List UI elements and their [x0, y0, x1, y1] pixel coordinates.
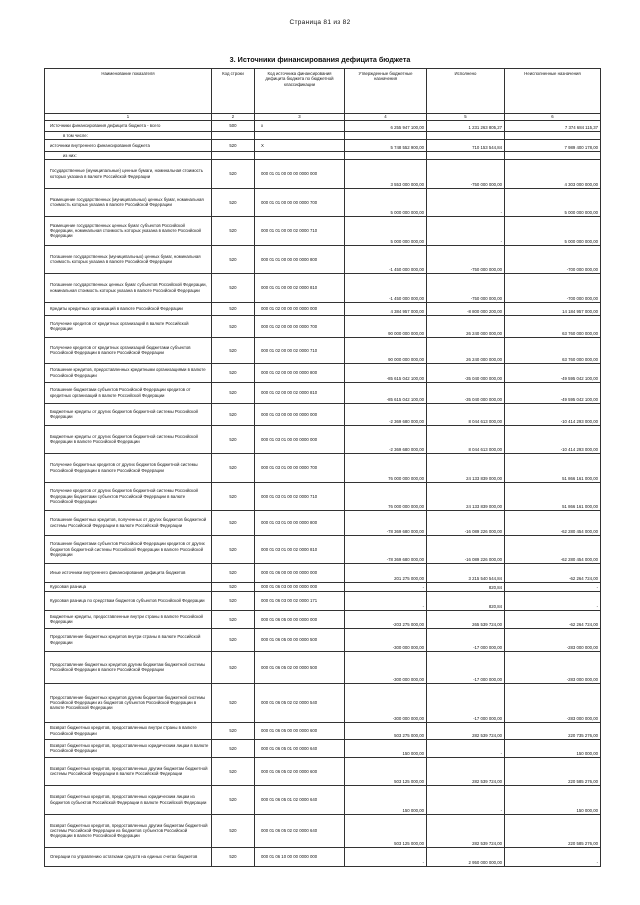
row-kbk-code: 000 01 06 05 02 02 0000 640 [255, 814, 345, 848]
row-unexecuted-amount: -10 414 293 000,00 [505, 425, 601, 454]
row-approved-amount: 4 384 957 000,00 [345, 302, 427, 316]
row-unexecuted-amount: 220 735 276,00 [505, 722, 601, 740]
row-code: 520 [212, 740, 255, 758]
row-executed-amount: 265 539 724,00 [427, 610, 505, 629]
row-name: Источники финансирования дефицита бюджета - всего [45, 121, 212, 132]
table-row [45, 482, 601, 511]
row-kbk-code: 000 01 03 01 00 00 0000 800 [255, 511, 345, 536]
row-kbk-code: 000 01 01 00 00 00 0000 700 [255, 188, 345, 217]
row-code [212, 151, 255, 160]
row-executed-amount: -35 040 000 000,00 [427, 382, 505, 404]
row-approved-amount: 150 000,00 [345, 786, 427, 815]
column-header: Наименование показателя [45, 69, 212, 114]
table-row [45, 131, 601, 140]
row-kbk-code: 000 01 06 00 00 00 0000 000 [255, 564, 345, 583]
column-header: Код источника финансирования дефицита бюджета по бюджетной классификации [255, 69, 345, 114]
table-body [45, 121, 601, 867]
row-kbk-code: 000 01 06 05 01 00 0000 640 [255, 740, 345, 758]
row-unexecuted-amount: - [505, 582, 601, 592]
row-code: 520 [212, 337, 255, 364]
row-kbk-code: х [255, 121, 345, 132]
column-number-row [45, 114, 601, 121]
row-name: источники внутреннего финансирования бюджета [45, 140, 212, 152]
row-kbk-code: 000 01 06 05 00 00 0000 600 [255, 722, 345, 740]
row-kbk-code: 000 01 02 00 00 02 0000 810 [255, 382, 345, 404]
row-code: 520 [212, 274, 255, 303]
row-code [212, 131, 255, 140]
table-row [45, 722, 601, 740]
row-code: 520 [212, 217, 255, 246]
row-kbk-code: 000 01 06 05 02 00 0000 500 [255, 651, 345, 684]
row-unexecuted-amount: -10 414 293 000,00 [505, 404, 601, 426]
row-approved-amount: 503 275 000,00 [345, 722, 427, 740]
table-row [45, 274, 601, 303]
row-executed-amount: -35 040 000 000,00 [427, 364, 505, 383]
row-unexecuted-amount: 63 760 000 000,00 [505, 337, 601, 364]
page-number: Страница 81 из 82 [289, 19, 351, 26]
row-name: Предоставление бюджетных кредитов другим бюджетам бюджетной системы Российской Федерации в валюте Российской Федерации [45, 651, 212, 684]
row-code: 520 [212, 140, 255, 152]
row-code: 520 [212, 316, 255, 338]
row-approved-amount: -203 275 000,00 [345, 610, 427, 629]
row-name: Погашение государственных ценных бумаг субъектов Российской Федерации, номинальная стоимость которых указана в валюте Российской Федерации [45, 274, 212, 303]
row-name: Размещение государственных ценных бумаг субъектов Российской Федерации, номинальная стоимость которых указана в валюте Российской Федерации [45, 217, 212, 246]
row-approved-amount: 503 125 000,00 [345, 757, 427, 786]
row-name: Возврат бюджетных кредитов, предоставленных другим бюджетам бюджетной системы Российской Федерации в валюте Российской Федерации [45, 757, 212, 786]
row-executed-amount: -17 000 000,00 [427, 629, 505, 652]
table-row [45, 757, 601, 786]
row-unexecuted-amount: 5 000 000 000,00 [505, 217, 601, 246]
row-executed-amount: 820,84 [427, 592, 505, 611]
row-name: Бюджетные кредиты от других бюджетов бюджетной системы Российской Федерации в валюте Российской Федерации [45, 425, 212, 454]
row-executed-amount: 8 044 613 000,00 [427, 425, 505, 454]
row-unexecuted-amount: -62 280 454 000,00 [505, 535, 601, 564]
row-name: Погашение государственных (муниципальных) ценных бумаг, номинальная стоимость которых указана в валюте Российской Федерации [45, 245, 212, 274]
row-code: 520 [212, 757, 255, 786]
row-code: 520 [212, 651, 255, 684]
table-row [45, 740, 601, 758]
row-unexecuted-amount: -283 000 000,00 [505, 651, 601, 684]
table-row [45, 511, 601, 536]
row-kbk-code: 000 01 06 05 02 00 0000 600 [255, 757, 345, 786]
row-name: Погашение кредитов, предоставленных кредитными организациями в валюте Российской Федерации [45, 364, 212, 383]
column-number: 3 [255, 114, 345, 121]
row-executed-amount: -750 000 000,00 [427, 245, 505, 274]
row-kbk-code: 000 01 03 01 00 00 0000 700 [255, 454, 345, 483]
row-name: в том числе: [45, 131, 212, 140]
column-number: 4 [345, 114, 427, 121]
row-approved-amount: -78 369 680 000,00 [345, 535, 427, 564]
row-executed-amount: 282 539 724,00 [427, 722, 505, 740]
row-approved-amount: 5 000 000 000,00 [345, 188, 427, 217]
row-kbk-code: 000 01 02 00 00 00 0000 700 [255, 316, 345, 338]
row-approved-amount: -2 369 680 000,00 [345, 404, 427, 426]
row-name: Погашение бюджетами субъектов Российской Федерации кредитов от кредитных организаций в валюте Российской Федерации [45, 382, 212, 404]
row-unexecuted-amount: 7 989 400 178,00 [505, 140, 601, 152]
row-executed-amount: -8 800 000 200,00 [427, 302, 505, 316]
table-row [45, 121, 601, 132]
row-executed-amount: - [427, 740, 505, 758]
row-executed-amount: 26 240 000 000,00 [427, 337, 505, 364]
row-code: 520 [212, 425, 255, 454]
row-executed-amount: - [427, 786, 505, 815]
row-code: 520 [212, 592, 255, 611]
row-unexecuted-amount: -62 264 724,00 [505, 564, 601, 583]
table-row [45, 404, 601, 426]
row-approved-amount: -2 369 680 000,00 [345, 425, 427, 454]
column-header: Утвержденные бюджетные назначения [345, 69, 427, 114]
row-name: Бюджетные кредиты от других бюджетов бюджетной системы Российской Федерации [45, 404, 212, 426]
row-unexecuted-amount: 63 760 000 000,00 [505, 316, 601, 338]
row-unexecuted-amount: -62 280 454 000,00 [505, 511, 601, 536]
row-kbk-code: 000 01 01 00 00 02 0000 810 [255, 274, 345, 303]
table-row [45, 651, 601, 684]
row-executed-amount: 282 539 724,00 [427, 757, 505, 786]
row-executed-amount: -16 089 226 000,00 [427, 511, 505, 536]
row-approved-amount [345, 151, 427, 160]
row-executed-amount [427, 151, 505, 160]
column-header: Исполнено [427, 69, 505, 114]
row-code: 520 [212, 582, 255, 592]
row-unexecuted-amount: -49 595 042 100,00 [505, 364, 601, 383]
table-row [45, 217, 601, 246]
row-kbk-code: 000 01 03 01 00 00 0000 000 [255, 425, 345, 454]
row-unexecuted-amount: -700 000 000,00 [505, 245, 601, 274]
table-row [45, 535, 601, 564]
row-code: 520 [212, 564, 255, 583]
table-row [45, 382, 601, 404]
table-header-row [45, 69, 601, 114]
row-approved-amount [345, 131, 427, 140]
row-approved-amount: 6 255 947 100,00 [345, 121, 427, 132]
row-approved-amount: 503 125 000,00 [345, 814, 427, 848]
row-approved-amount: 5 748 552 900,00 [345, 140, 427, 152]
row-approved-amount: -1 450 000 000,00 [345, 274, 427, 303]
table-row [45, 160, 601, 189]
row-unexecuted-amount: - [505, 848, 601, 867]
row-code: 520 [212, 786, 255, 815]
row-name: Курсовая разница [45, 582, 212, 592]
row-approved-amount: -300 000 000,00 [345, 684, 427, 723]
row-kbk-code: 000 01 01 00 00 00 0000 800 [255, 245, 345, 274]
row-approved-amount: 90 000 000 000,00 [345, 316, 427, 338]
table-row [45, 610, 601, 629]
row-unexecuted-amount: 150 000,00 [505, 786, 601, 815]
column-number: 2 [212, 114, 255, 121]
row-kbk-code: 000 01 03 00 00 00 0000 000 [255, 404, 345, 426]
row-name: Получение кредитов от кредитных организаций в валюте Российской Федерации [45, 316, 212, 338]
row-code: 520 [212, 814, 255, 848]
row-code: 520 [212, 364, 255, 383]
row-unexecuted-amount: -62 264 724,00 [505, 610, 601, 629]
row-approved-amount: 76 000 000 000,00 [345, 482, 427, 511]
column-number: 1 [45, 114, 212, 121]
row-unexecuted-amount: 4 303 000 000,00 [505, 160, 601, 189]
column-header: Код строки [212, 69, 255, 114]
table-row [45, 684, 601, 723]
row-name: Размещение государственных (муниципальных) ценных бумаг, номинальная стоимость которых указана в валюте Российской Федерации [45, 188, 212, 217]
row-unexecuted-amount: 5 000 000 000,00 [505, 188, 601, 217]
row-code: 520 [212, 454, 255, 483]
row-code: 520 [212, 848, 255, 867]
row-executed-amount: -750 000 000,00 [427, 274, 505, 303]
row-unexecuted-amount: 150 000,00 [505, 740, 601, 758]
row-executed-amount: -17 000 000,00 [427, 651, 505, 684]
row-executed-amount: 1 231 263 805,27 [427, 121, 505, 132]
row-executed-amount: -750 000 000,00 [427, 160, 505, 189]
row-approved-amount: -300 000 000,00 [345, 651, 427, 684]
row-code: 520 [212, 302, 255, 316]
row-executed-amount: 3 215 540 544,84 [427, 564, 505, 583]
row-approved-amount: -1 450 000 000,00 [345, 245, 427, 274]
row-kbk-code [255, 131, 345, 140]
row-unexecuted-amount: 220 585 276,00 [505, 757, 601, 786]
row-unexecuted-amount: -49 595 042 100,00 [505, 382, 601, 404]
row-executed-amount: 2 950 000 000,00 [427, 848, 505, 867]
section-title: 3. Источники финансирования дефицита бюджета [229, 55, 411, 64]
row-approved-amount: 5 000 000 000,00 [345, 217, 427, 246]
financing-sources-table [44, 68, 601, 867]
row-kbk-code: 000 01 06 05 00 00 0000 500 [255, 629, 345, 652]
row-kbk-code: 000 01 06 05 00 00 0000 000 [255, 610, 345, 629]
row-unexecuted-amount: -283 000 000,00 [505, 684, 601, 723]
row-name: Получение бюджетных кредитов от других бюджетов бюджетной системы Российской Федерации в валюте Российской Федерации [45, 454, 212, 483]
column-header: Неисполненные назначения [505, 69, 601, 114]
row-kbk-code: 000 01 06 05 01 02 0000 640 [255, 786, 345, 815]
row-kbk-code: 000 01 02 00 00 00 0000 800 [255, 364, 345, 383]
table-row [45, 302, 601, 316]
row-unexecuted-amount [505, 151, 601, 160]
row-approved-amount: 3 553 000 000,00 [345, 160, 427, 189]
row-code: 520 [212, 404, 255, 426]
row-name: Операции по управлению остатками средств на единых счетах бюджетов [45, 848, 212, 867]
row-executed-amount: 24 133 839 000,00 [427, 454, 505, 483]
table-row [45, 425, 601, 454]
table-row [45, 140, 601, 152]
table-row [45, 592, 601, 611]
row-approved-amount: -85 615 042 100,00 [345, 364, 427, 383]
row-name: Курсовая разница по средствам бюджетов субъектов Российской Федерации [45, 592, 212, 611]
row-approved-amount: 201 275 000,00 [345, 564, 427, 583]
table-row [45, 337, 601, 364]
row-name: Возврат бюджетных кредитов, предоставленных внутри страны в валюте Российской Федерации [45, 722, 212, 740]
row-name: Получение кредитов от кредитных организаций бюджетами субъектов Российской Федерации в валюте Российской Федерации [45, 337, 212, 364]
table-row [45, 364, 601, 383]
row-executed-amount: -16 089 226 000,00 [427, 535, 505, 564]
row-executed-amount: 282 539 724,00 [427, 814, 505, 848]
row-unexecuted-amount: -700 000 000,00 [505, 274, 601, 303]
row-name: Государственные (муниципальные) ценные бумаги, номинальная стоимость которых указана в валюте Российской Федерации [45, 160, 212, 189]
row-approved-amount: -85 615 042 100,00 [345, 382, 427, 404]
row-unexecuted-amount: 14 184 957 000,00 [505, 302, 601, 316]
row-code: 520 [212, 684, 255, 723]
row-approved-amount: -300 000 000,00 [345, 629, 427, 652]
row-kbk-code: 000 01 03 01 00 02 0000 810 [255, 535, 345, 564]
row-kbk-code: 000 01 06 05 02 02 0000 540 [255, 684, 345, 723]
row-kbk-code: 000 01 02 00 00 00 0000 000 [255, 302, 345, 316]
row-kbk-code: 000 01 06 03 00 02 0000 171 [255, 592, 345, 611]
row-code: 520 [212, 245, 255, 274]
row-executed-amount [427, 131, 505, 140]
row-executed-amount: -17 000 000,00 [427, 684, 505, 723]
row-name: Предоставление бюджетных кредитов внутри страны в валюте Российской Федерации [45, 629, 212, 652]
table-row [45, 786, 601, 815]
row-unexecuted-amount: 7 374 684 115,37 [505, 121, 601, 132]
table-row [45, 582, 601, 592]
row-approved-amount: - [345, 592, 427, 611]
row-unexecuted-amount [505, 131, 601, 140]
row-unexecuted-amount: -283 000 000,00 [505, 629, 601, 652]
row-approved-amount: 90 000 000 000,00 [345, 337, 427, 364]
table-row [45, 316, 601, 338]
row-kbk-code: 000 01 01 00 00 02 0000 710 [255, 217, 345, 246]
table-row [45, 188, 601, 217]
row-kbk-code: Х [255, 140, 345, 152]
row-name: Возврат бюджетных кредитов, предоставленных юридическим лицам из бюджетов субъектов Российской Федерации в валюте Российской Федерации [45, 786, 212, 815]
row-executed-amount: 820,84 [427, 582, 505, 592]
table-row [45, 454, 601, 483]
row-kbk-code: 000 01 02 00 00 02 0000 710 [255, 337, 345, 364]
table-row [45, 848, 601, 867]
row-kbk-code: 000 01 06 03 00 00 0000 000 [255, 582, 345, 592]
row-name: из них: [45, 151, 212, 160]
row-name: Получение кредитов от других бюджетов бюджетной системы Российской Федерации бюджетами субъектов Российской Федерации в валюте Российской Федерации [45, 482, 212, 511]
row-kbk-code: 000 01 06 10 00 00 0000 000 [255, 848, 345, 867]
row-name: Кредиты кредитных организаций в валюте Российской Федерации [45, 302, 212, 316]
table-row [45, 814, 601, 848]
row-approved-amount: 76 000 000 000,00 [345, 454, 427, 483]
row-unexecuted-amount: 220 585 276,00 [505, 814, 601, 848]
row-code: 520 [212, 482, 255, 511]
row-name: Погашение бюджетных кредитов, полученных от других бюджетов бюджетной системы Российской Федерации в валюте Российской Федерации [45, 511, 212, 536]
row-kbk-code [255, 151, 345, 160]
row-kbk-code: 000 01 03 01 00 02 0000 710 [255, 482, 345, 511]
row-approved-amount: -78 369 680 000,00 [345, 511, 427, 536]
row-executed-amount: - [427, 217, 505, 246]
row-name: Возврат бюджетных кредитов, предоставленных юридическим лицам в валюте Российской Федерации [45, 740, 212, 758]
row-approved-amount: - [345, 582, 427, 592]
row-approved-amount: 150 000,00 [345, 740, 427, 758]
row-kbk-code: 000 01 01 00 00 00 0000 000 [255, 160, 345, 189]
row-code: 520 [212, 722, 255, 740]
row-executed-amount: - [427, 188, 505, 217]
row-unexecuted-amount: 51 866 161 000,00 [505, 454, 601, 483]
row-executed-amount: 710 153 544,84 [427, 140, 505, 152]
row-unexecuted-amount: - [505, 592, 601, 611]
row-approved-amount: - [345, 848, 427, 867]
row-executed-amount: 8 044 613 000,00 [427, 404, 505, 426]
row-name: Бюджетные кредиты, предоставленные внутри страны в валюте Российской Федерации [45, 610, 212, 629]
row-executed-amount: 26 240 000 000,00 [427, 316, 505, 338]
table-row [45, 245, 601, 274]
row-name: Погашение бюджетами субъектов Российской Федерации кредитов от других бюджетов бюджетной системы Российской Федерации в валюте Российской Федерации [45, 535, 212, 564]
table-row [45, 151, 601, 160]
row-code: 520 [212, 610, 255, 629]
row-name: Предоставление бюджетных кредитов другим бюджетам бюджетной системы Российской Федерации из бюджетов субъектов Российской Федерации в валюте Российской Федерации [45, 684, 212, 723]
column-number: 6 [505, 114, 601, 121]
row-code: 520 [212, 511, 255, 536]
row-name: Иные источники внутреннего финансирования дефицита бюджетов [45, 564, 212, 583]
row-code: 520 [212, 382, 255, 404]
row-name: Возврат бюджетных кредитов, предоставленных другим бюджетам бюджетной системы Российской Федерации из бюджетов субъектов Российской Федерации в валюте Российской Федерации [45, 814, 212, 848]
table-row [45, 629, 601, 652]
row-code: 520 [212, 188, 255, 217]
row-code: 520 [212, 629, 255, 652]
row-code: 520 [212, 535, 255, 564]
table-row [45, 564, 601, 583]
row-code: 520 [212, 160, 255, 189]
row-executed-amount: 24 133 839 000,00 [427, 482, 505, 511]
row-code: 500 [212, 121, 255, 132]
row-unexecuted-amount: 51 866 161 000,00 [505, 482, 601, 511]
column-number: 5 [427, 114, 505, 121]
